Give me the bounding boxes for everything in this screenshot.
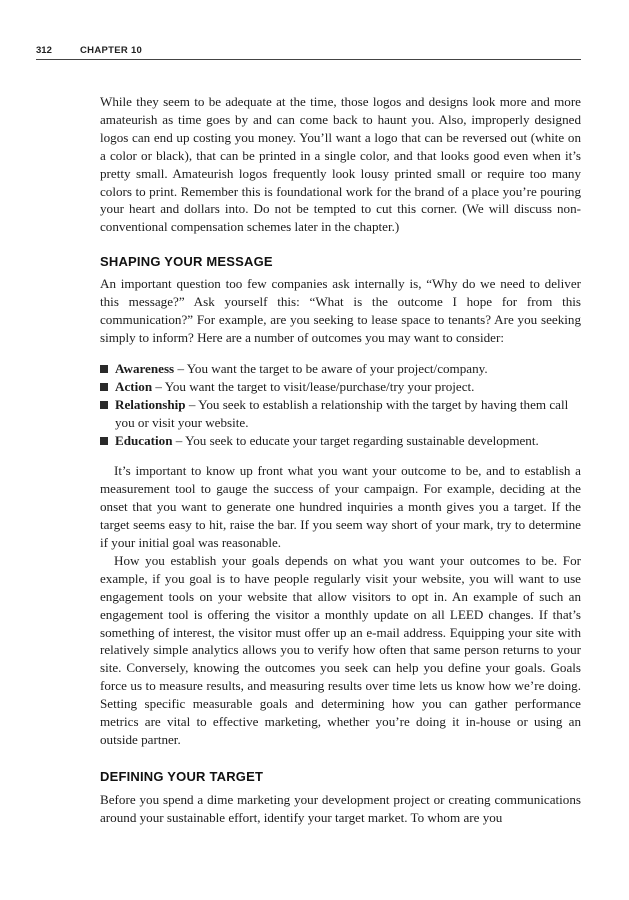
square-bullet-icon [100, 365, 108, 373]
shaping-paragraph: An important question too few companies ask internally is, “Why do we need to deliver this message?” Ask yourself this: “What is the outcome I hope for from this communication?” For example, are you seeking to lease space to tenants? Are you seeking simply to inform? Here are a number of outcomes you may want to consider: [100, 276, 581, 345]
list-item [100, 432, 581, 450]
list-item-text: – You want the target to be aware of your project/company. [174, 360, 488, 376]
list-item [100, 396, 581, 432]
square-bullet-icon [100, 383, 108, 391]
heading-defining-your-target: DEFINING YOUR TARGET [100, 768, 264, 784]
list-item-term: Education [115, 432, 173, 448]
list-item [100, 360, 581, 378]
outcome-paragraph: It’s important to know up front what you want your outcome to be, and to establish a measurement tool to gauge the success of your campaign. For example, deciding at the onset that you want to generate one hundred inquiries a month gives you a target. If the target seems easy to hit, raise the bar. If you seem way short of your mark, try to determine if your initial goal was reasonable. [100, 463, 581, 551]
list-item-text: – You want the target to visit/lease/purchase/try your project. [152, 378, 475, 394]
defining-paragraph: Before you spend a dime marketing your development project or creating communications around your sustainable effort, identify your target market. To whom are you [100, 791, 581, 825]
square-bullet-icon [100, 437, 108, 445]
outcomes-list [100, 360, 581, 450]
intro-paragraph: While they seem to be adequate at the time, those logos and designs look more and more amateurish as time goes by and can come back to haunt you. Also, improperly designed logos can end up costing you money. You’ll want a logo that can be reversed out (white on a color or black), that can be printed in a single color, and that looks good even when it’s pretty small. Amateurish logos frequently look lousy printed small or require too many colors to print. Remember this is foundational work for the brand of a place you’re pouring your heart and dollars into. Do not be tempted to cut this corner. (We will discuss non-conventional compensation schemes later in the chapter.) [100, 94, 581, 235]
chapter-label: CHAPTER 10 [80, 45, 143, 56]
running-head [36, 45, 581, 60]
list-item [100, 378, 581, 396]
page-number: 312 [36, 45, 52, 56]
square-bullet-icon [100, 401, 108, 409]
goals-paragraph: How you establish your goals depends on what you want your outcomes to be. For example, if you goal is to have people regularly visit your website, you will want to use engagement tools on your website that allow visitors to opt in. An example of such an engagement tool is offering the visitor a monthly update on all LEED changes. If that’s something of interest, the visitor must offer up an e-mail address. Equipping your site with relatively simple analytics allows you to verify how often that same person returns to your site. Conversely, knowing the outcomes you seek can help you define your goals. Goals force us to measure results, and measuring results over time lets us know how we’re doing. Setting specific measurable goals and determining how you can gather performance metrics are vital to effective marketing, whether you’re doing it in-house or using an outside partner. [100, 552, 581, 747]
list-item-text: – You seek to educate your target regarding sustainable development. [172, 432, 539, 448]
heading-shaping-your-message: SHAPING YOUR MESSAGE [100, 254, 273, 270]
list-item-term: Relationship [115, 396, 186, 412]
list-item-text: – You seek to establish a relationship with the target by having them call you or visit your website. [115, 396, 569, 430]
list-item-term: Awareness [115, 360, 175, 376]
body-text [100, 93, 581, 827]
list-item-term: Action [115, 378, 153, 394]
